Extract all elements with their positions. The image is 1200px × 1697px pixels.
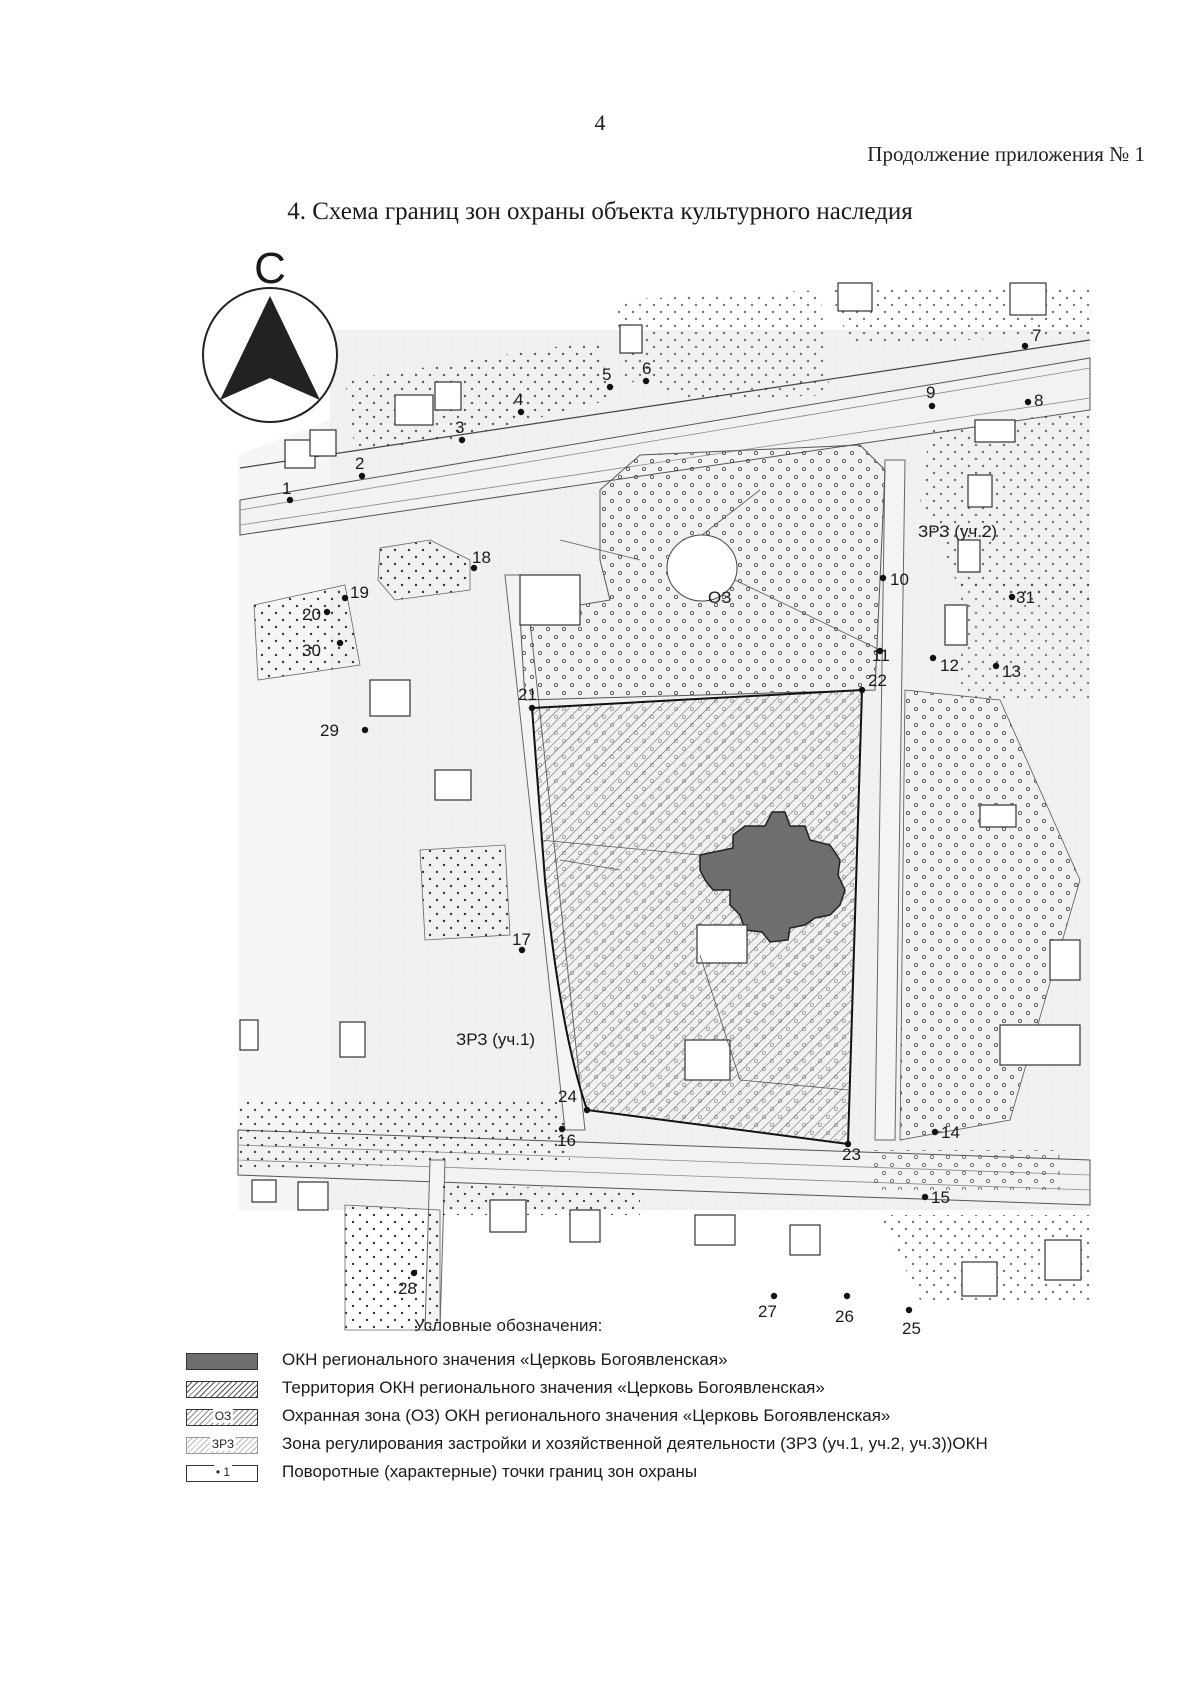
turning-point-label: 7	[1032, 326, 1042, 345]
turning-point-dot	[411, 1270, 417, 1276]
turning-point-label: 10	[890, 570, 909, 589]
north-label: С	[254, 244, 286, 293]
turning-point-label: 13	[1002, 662, 1021, 681]
point-swatch	[186, 1465, 258, 1482]
turning-point-label: 1	[282, 479, 292, 498]
turning-point-dot	[1009, 594, 1015, 600]
legend-row-points	[186, 1462, 1186, 1487]
turning-point-label: 4	[514, 390, 524, 409]
turning-point-label: 23	[842, 1145, 861, 1164]
turning-point-label: 6	[642, 359, 652, 378]
turning-point-label: 22	[868, 671, 887, 690]
turning-point-dot	[771, 1293, 777, 1299]
turning-point-label: 19	[350, 583, 369, 602]
turning-point-dot	[1022, 343, 1028, 349]
turning-point-dot	[993, 663, 999, 669]
turning-point-label: 9	[926, 383, 936, 402]
legend-row-oz	[186, 1406, 1186, 1431]
turning-point-dot	[859, 687, 865, 693]
legend-text-okn: ОКН регионального значения «Церковь Богоявленская»	[282, 1350, 728, 1369]
turning-point-label: 17	[512, 930, 531, 949]
legend-text-oz: Охранная зона (ОЗ) ОКН регионального значения «Церковь Богоявленская»	[282, 1406, 891, 1425]
turning-point-dot	[529, 705, 535, 711]
north-arrow	[203, 244, 337, 422]
turning-point-dot	[922, 1194, 928, 1200]
legend-title: Условные обозначения:	[414, 1316, 603, 1335]
document-title: 4. Схема границ зон охраны объекта культурного наследия	[287, 198, 913, 225]
turning-point-label: 28	[398, 1279, 417, 1298]
turning-point-label: 27	[758, 1302, 777, 1321]
oz-swatch	[186, 1409, 258, 1426]
turning-point-label: 31	[1016, 588, 1035, 607]
turning-point-label: 24	[558, 1087, 577, 1106]
oz-label: ОЗ	[708, 588, 732, 607]
turning-point-dot	[518, 409, 524, 415]
turning-point-dot	[880, 575, 886, 581]
turning-point-dot	[607, 384, 613, 390]
turning-point-dot	[929, 403, 935, 409]
okn-swatch	[186, 1353, 258, 1370]
turning-point-label: 18	[472, 548, 491, 567]
turning-point-label: 26	[835, 1307, 854, 1326]
turning-point-label: 2	[355, 454, 365, 473]
turning-point-dot	[362, 727, 368, 733]
turning-point-label: 20	[302, 605, 321, 624]
zrz-swatch	[186, 1437, 258, 1454]
legend-row-okn	[186, 1350, 1186, 1375]
turning-point-label: 15	[931, 1188, 950, 1207]
turning-point-dot	[342, 595, 348, 601]
turning-point-dot	[324, 609, 330, 615]
legend-text-zrz: Зона регулирования застройки и хозяйственной деятельности (ЗРЗ (уч.1, уч.2, уч.3))ОКН	[282, 1434, 988, 1453]
turning-point-dot	[643, 378, 649, 384]
turning-point-label: 5	[602, 365, 612, 384]
turning-point-dot	[584, 1107, 590, 1113]
turning-point-label: 3	[455, 418, 465, 437]
turning-point-dot	[932, 1129, 938, 1135]
turning-point-label: 14	[941, 1123, 960, 1142]
legend-row-zrz	[186, 1434, 1186, 1459]
zrz-1-label: ЗРЗ (уч.1)	[456, 1030, 536, 1049]
legend-row-territory	[186, 1378, 1186, 1403]
turning-point-dot	[359, 473, 365, 479]
turning-point-dot	[1025, 399, 1031, 405]
page-number: 4	[594, 110, 606, 135]
legend-text-territory: Территория ОКН регионального значения «Церковь Богоявленская»	[282, 1378, 825, 1397]
zrz-2-label: ЗРЗ (уч.2)	[918, 522, 998, 541]
turning-point-label: 16	[557, 1131, 576, 1150]
zrz-swatch-label: ЗРЗ	[211, 1437, 235, 1451]
turning-point-dot	[930, 655, 936, 661]
turning-point-dot	[906, 1307, 912, 1313]
legend	[186, 1350, 1186, 1490]
turning-point-label: 29	[320, 721, 339, 740]
turning-point-label: 12	[940, 656, 959, 675]
legend-text-points: Поворотные (характерные) точки границ зон охраны	[282, 1462, 698, 1481]
turning-point-dot	[337, 640, 343, 646]
turning-point-label: 21	[518, 685, 537, 704]
turning-point-label: 30	[302, 641, 321, 660]
turning-point-dot	[844, 1293, 850, 1299]
turning-point-dot	[459, 437, 465, 443]
turning-point-label: 25	[902, 1319, 921, 1338]
appendix-continuation: Продолжение приложения № 1	[867, 142, 1145, 166]
oz-swatch-label: ОЗ	[214, 1409, 232, 1423]
point-swatch-label: • 1	[215, 1465, 231, 1479]
turning-point-label: 8	[1034, 391, 1044, 410]
territory-swatch	[186, 1381, 258, 1398]
turning-point-label: 11	[872, 646, 890, 665]
